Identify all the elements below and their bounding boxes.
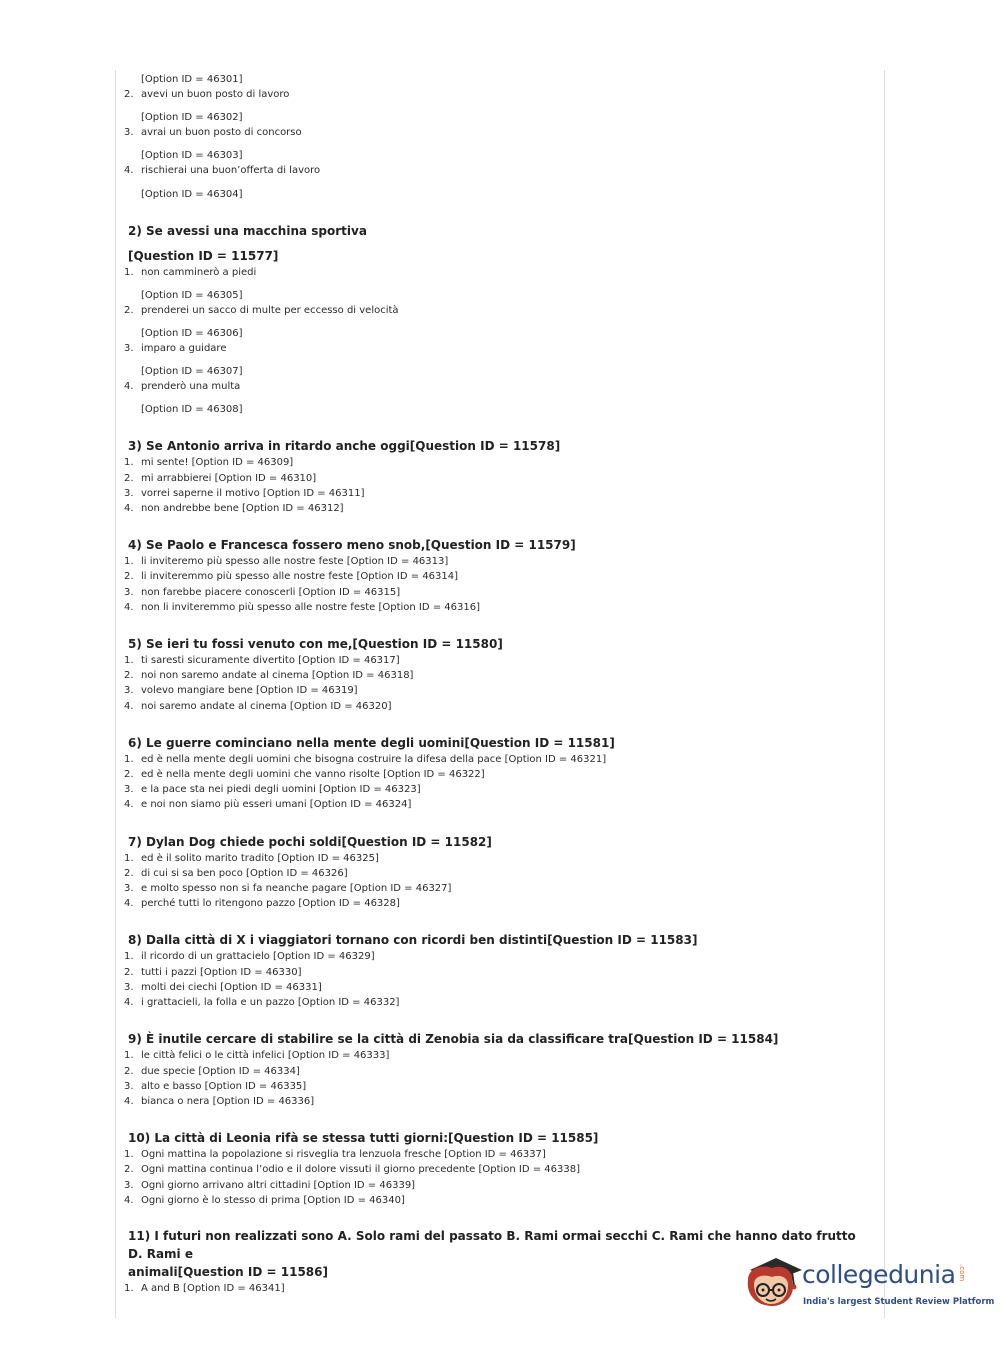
option-text: bianca o nera [Option ID = 46336] bbox=[141, 1095, 315, 1107]
question-title: 4) Se Paolo e Francesca fossero meno snob,[Question ID = 11579] bbox=[128, 538, 576, 553]
option-item bbox=[124, 600, 874, 615]
question-id: [Question ID = 11577] bbox=[128, 248, 279, 263]
option-text: A and B [Option ID = 46341] bbox=[141, 1282, 285, 1294]
option-number: 1. bbox=[124, 1149, 134, 1161]
question-1-tail bbox=[124, 72, 874, 202]
question-title: 7) Dylan Dog chiede pochi soldi[Question ID = 11582] bbox=[128, 834, 492, 849]
option-number: 1. bbox=[124, 951, 134, 963]
option-text: prenderei un sacco di multe per eccesso di velocità bbox=[141, 304, 399, 316]
option-number: 2. bbox=[124, 670, 134, 682]
option-text: alto e basso [Option ID = 46335] bbox=[141, 1080, 307, 1092]
question-2 bbox=[124, 222, 874, 418]
option-text: di cui si sa ben poco [Option ID = 46326] bbox=[141, 867, 348, 879]
option-number: 3. bbox=[124, 127, 134, 139]
question-title: 6) Le guerre cominciano nella mente degli uomini[Question ID = 11581] bbox=[128, 735, 615, 750]
logo-domain-suffix: .com bbox=[958, 1264, 966, 1282]
option-text: e molto spesso non si fa neanche pagare [Option ID = 46327] bbox=[141, 883, 452, 895]
option-item bbox=[124, 1064, 874, 1079]
option-number: 2. bbox=[124, 769, 134, 781]
option-number: 3. bbox=[124, 784, 134, 796]
question-paper-body bbox=[124, 70, 874, 1296]
option-number: 1. bbox=[124, 655, 134, 667]
option-number: 3. bbox=[124, 883, 134, 895]
question-block bbox=[124, 931, 874, 1010]
question-title: 9) È inutile cercare di stabilire se la città di Zenobia sia da classificare tra[Question ID = 11584] bbox=[128, 1032, 779, 1047]
option-text: non camminerò a piedi bbox=[141, 266, 257, 278]
option-text: ed è il solito marito tradito [Option ID = 46325] bbox=[141, 852, 379, 864]
option-item bbox=[124, 585, 874, 600]
question-title: 10) La città di Leonia rifà se stessa tutti giorni:[Question ID = 11585] bbox=[128, 1131, 599, 1146]
option-text: mi sente! [Option ID = 46309] bbox=[141, 457, 294, 469]
option-text: noi non saremo andate al cinema [Option ID = 46318] bbox=[141, 670, 414, 682]
option-id: [Option ID = 46303] bbox=[141, 150, 243, 162]
option-item bbox=[124, 1178, 874, 1193]
question-block bbox=[124, 536, 874, 615]
option-number: 2. bbox=[124, 1065, 134, 1077]
page-margin-rule-left bbox=[115, 70, 116, 1318]
student-mascot-icon bbox=[742, 1250, 802, 1316]
option-text: Ogni mattina continua l’odio e il dolore vissuti il giorno precedente [Option ID = 46338] bbox=[141, 1164, 580, 1176]
option-number: 2. bbox=[124, 1164, 134, 1176]
option-item bbox=[124, 851, 874, 866]
option-text: ed è nella mente degli uomini che vanno risolte [Option ID = 46322] bbox=[141, 769, 485, 781]
option-item bbox=[124, 797, 874, 812]
question-title: 3) Se Antonio arriva in ritardo anche oggi[Question ID = 11578] bbox=[128, 439, 561, 454]
option-item bbox=[124, 995, 874, 1010]
option-text: i grattacieli, la folla e un pazzo [Option ID = 46332] bbox=[141, 997, 400, 1009]
option-text: volevo mangiare bene [Option ID = 46319] bbox=[141, 685, 358, 697]
option-text: molti dei ciechi [Option ID = 46331] bbox=[141, 981, 322, 993]
option-number: 4. bbox=[124, 997, 134, 1009]
option-item bbox=[124, 668, 874, 683]
option-item bbox=[124, 341, 874, 356]
option-id: [Option ID = 46306] bbox=[141, 328, 243, 340]
option-number: 1. bbox=[124, 266, 134, 278]
option-number: 1. bbox=[124, 1050, 134, 1062]
question-block bbox=[124, 1030, 874, 1109]
option-number: 4. bbox=[124, 898, 134, 910]
option-item bbox=[124, 1162, 874, 1177]
option-number: 4. bbox=[124, 165, 134, 177]
option-item bbox=[124, 87, 874, 102]
option-number: 3. bbox=[124, 586, 134, 598]
option-id: [Option ID = 46308] bbox=[141, 404, 243, 416]
logo-wordmark: collegedunia bbox=[802, 1260, 956, 1289]
option-text: ed è nella mente degli uomini che bisogna costruire la difesa della pace [Option ID = 46321] bbox=[141, 753, 607, 765]
option-item bbox=[124, 455, 874, 470]
question-title: 2) Se avessi una macchina sportiva bbox=[128, 223, 367, 238]
question-title: 5) Se ieri tu fossi venuto con me,[Question ID = 11580] bbox=[128, 637, 503, 652]
option-number: 3. bbox=[124, 685, 134, 697]
option-item bbox=[124, 782, 874, 797]
option-item bbox=[124, 125, 874, 140]
option-text: non farebbe piacere conoscerli [Option ID = 46315] bbox=[141, 586, 401, 598]
option-text: imparo a guidare bbox=[141, 343, 227, 355]
option-text: mi arrabbierei [Option ID = 46310] bbox=[141, 472, 317, 484]
option-id: [Option ID = 46301] bbox=[141, 74, 243, 85]
option-text: Ogni giorno è lo stesso di prima [Option ID = 46340] bbox=[141, 1194, 405, 1206]
option-number: 2. bbox=[124, 304, 134, 316]
option-text: non andrebbe bene [Option ID = 46312] bbox=[141, 503, 344, 515]
option-item bbox=[124, 1079, 874, 1094]
question-list bbox=[124, 437, 874, 1208]
option-number: 2. bbox=[124, 966, 134, 978]
option-id: [Option ID = 46305] bbox=[141, 289, 243, 301]
option-text: e noi non siamo più esseri umani [Option ID = 46324] bbox=[141, 799, 412, 811]
option-number: 4. bbox=[124, 1194, 134, 1206]
collegedunia-logo bbox=[742, 1248, 995, 1324]
option-text: vorrei saperne il motivo [Option ID = 46311] bbox=[141, 487, 365, 499]
option-item bbox=[124, 303, 874, 318]
option-text: e la pace sta nei piedi degli uomini [Option ID = 46323] bbox=[141, 784, 421, 796]
option-item bbox=[124, 163, 874, 178]
option-number: 3. bbox=[124, 1080, 134, 1092]
option-number: 4. bbox=[124, 799, 134, 811]
option-text: avevi un buon posto di lavoro bbox=[141, 89, 290, 100]
option-text: Ogni mattina la popolazione si risveglia tra lenzuola fresche [Option ID = 46337] bbox=[141, 1149, 546, 1161]
option-item bbox=[124, 881, 874, 896]
option-item bbox=[124, 896, 874, 911]
option-number: 2. bbox=[124, 89, 134, 100]
logo-tagline: India's largest Student Review Platform bbox=[803, 1297, 995, 1307]
question-block bbox=[124, 635, 874, 714]
option-number: 4. bbox=[124, 381, 134, 393]
option-text: rischierai una buon’offerta di lavoro bbox=[141, 165, 321, 177]
option-text: li inviteremo più spesso alle nostre feste [Option ID = 46313] bbox=[141, 556, 449, 568]
option-number: 2. bbox=[124, 867, 134, 879]
option-item bbox=[124, 699, 874, 714]
option-number: 1. bbox=[124, 753, 134, 765]
option-item bbox=[124, 379, 874, 394]
option-text: le città felici o le città infelici [Option ID = 46333] bbox=[141, 1050, 390, 1062]
option-number: 4. bbox=[124, 1095, 134, 1107]
option-item bbox=[124, 501, 874, 516]
option-item bbox=[124, 265, 874, 280]
option-text: perché tutti lo ritengono pazzo [Option ID = 46328] bbox=[141, 898, 400, 910]
option-text: noi saremo andate al cinema [Option ID = 46320] bbox=[141, 700, 392, 712]
page-margin-rule-right bbox=[884, 70, 885, 1318]
option-item bbox=[124, 1147, 874, 1162]
option-number: 4. bbox=[124, 503, 134, 515]
option-number: 1. bbox=[124, 556, 134, 568]
option-text: li inviteremmo più spesso alle nostre feste [Option ID = 46314] bbox=[141, 571, 459, 583]
option-text: non li inviteremmo più spesso alle nostre feste [Option ID = 46316] bbox=[141, 601, 480, 613]
option-item bbox=[124, 1193, 874, 1208]
option-item bbox=[124, 1094, 874, 1109]
option-text: ti saresti sicuramente divertito [Option ID = 46317] bbox=[141, 655, 400, 667]
option-item bbox=[124, 752, 874, 767]
option-item bbox=[124, 471, 874, 486]
option-number: 4. bbox=[124, 700, 134, 712]
option-item bbox=[124, 767, 874, 782]
question-title: 11) I futuri non realizzati sono A. Solo rami del passato B. Rami ormai secchi C. Rami che hanno dato frutto D. Rami e bbox=[128, 1228, 856, 1261]
option-number: 3. bbox=[124, 343, 134, 355]
option-item bbox=[124, 1048, 874, 1063]
option-number: 1. bbox=[124, 457, 134, 469]
option-number: 1. bbox=[124, 852, 134, 864]
option-number: 3. bbox=[124, 981, 134, 993]
option-text: due specie [Option ID = 46334] bbox=[141, 1065, 300, 1077]
option-number: 4. bbox=[124, 601, 134, 613]
option-id: [Option ID = 46302] bbox=[141, 112, 243, 124]
option-item bbox=[124, 965, 874, 980]
option-text: tutti i pazzi [Option ID = 46330] bbox=[141, 966, 302, 978]
option-number: 2. bbox=[124, 472, 134, 484]
option-number: 3. bbox=[124, 1179, 134, 1191]
option-item bbox=[124, 980, 874, 995]
question-block bbox=[124, 734, 874, 813]
option-text: il ricordo di un grattacielo [Option ID = 46329] bbox=[141, 951, 375, 963]
option-text: avrai un buon posto di concorso bbox=[141, 127, 302, 139]
option-id: [Option ID = 46307] bbox=[141, 366, 243, 378]
option-item bbox=[124, 653, 874, 668]
option-number: 3. bbox=[124, 487, 134, 499]
option-item bbox=[124, 554, 874, 569]
option-text: prenderò una multa bbox=[141, 381, 241, 393]
option-id: [Option ID = 46304] bbox=[141, 188, 243, 200]
option-text: Ogni giorno arrivano altri cittadini [Option ID = 46339] bbox=[141, 1179, 416, 1191]
option-number: 1. bbox=[124, 1282, 134, 1294]
option-item bbox=[124, 486, 874, 501]
question-title: 8) Dalla città di X i viaggiatori tornano con ricordi ben distinti[Question ID = 11583] bbox=[128, 933, 698, 948]
option-item bbox=[124, 569, 874, 584]
option-item bbox=[124, 866, 874, 881]
question-block bbox=[124, 437, 874, 516]
option-item bbox=[124, 683, 874, 698]
option-number: 2. bbox=[124, 571, 134, 583]
question-title-continued: animali[Question ID = 11586] bbox=[128, 1264, 328, 1279]
question-block bbox=[124, 833, 874, 912]
option-item bbox=[124, 949, 874, 964]
question-block bbox=[124, 1129, 874, 1208]
